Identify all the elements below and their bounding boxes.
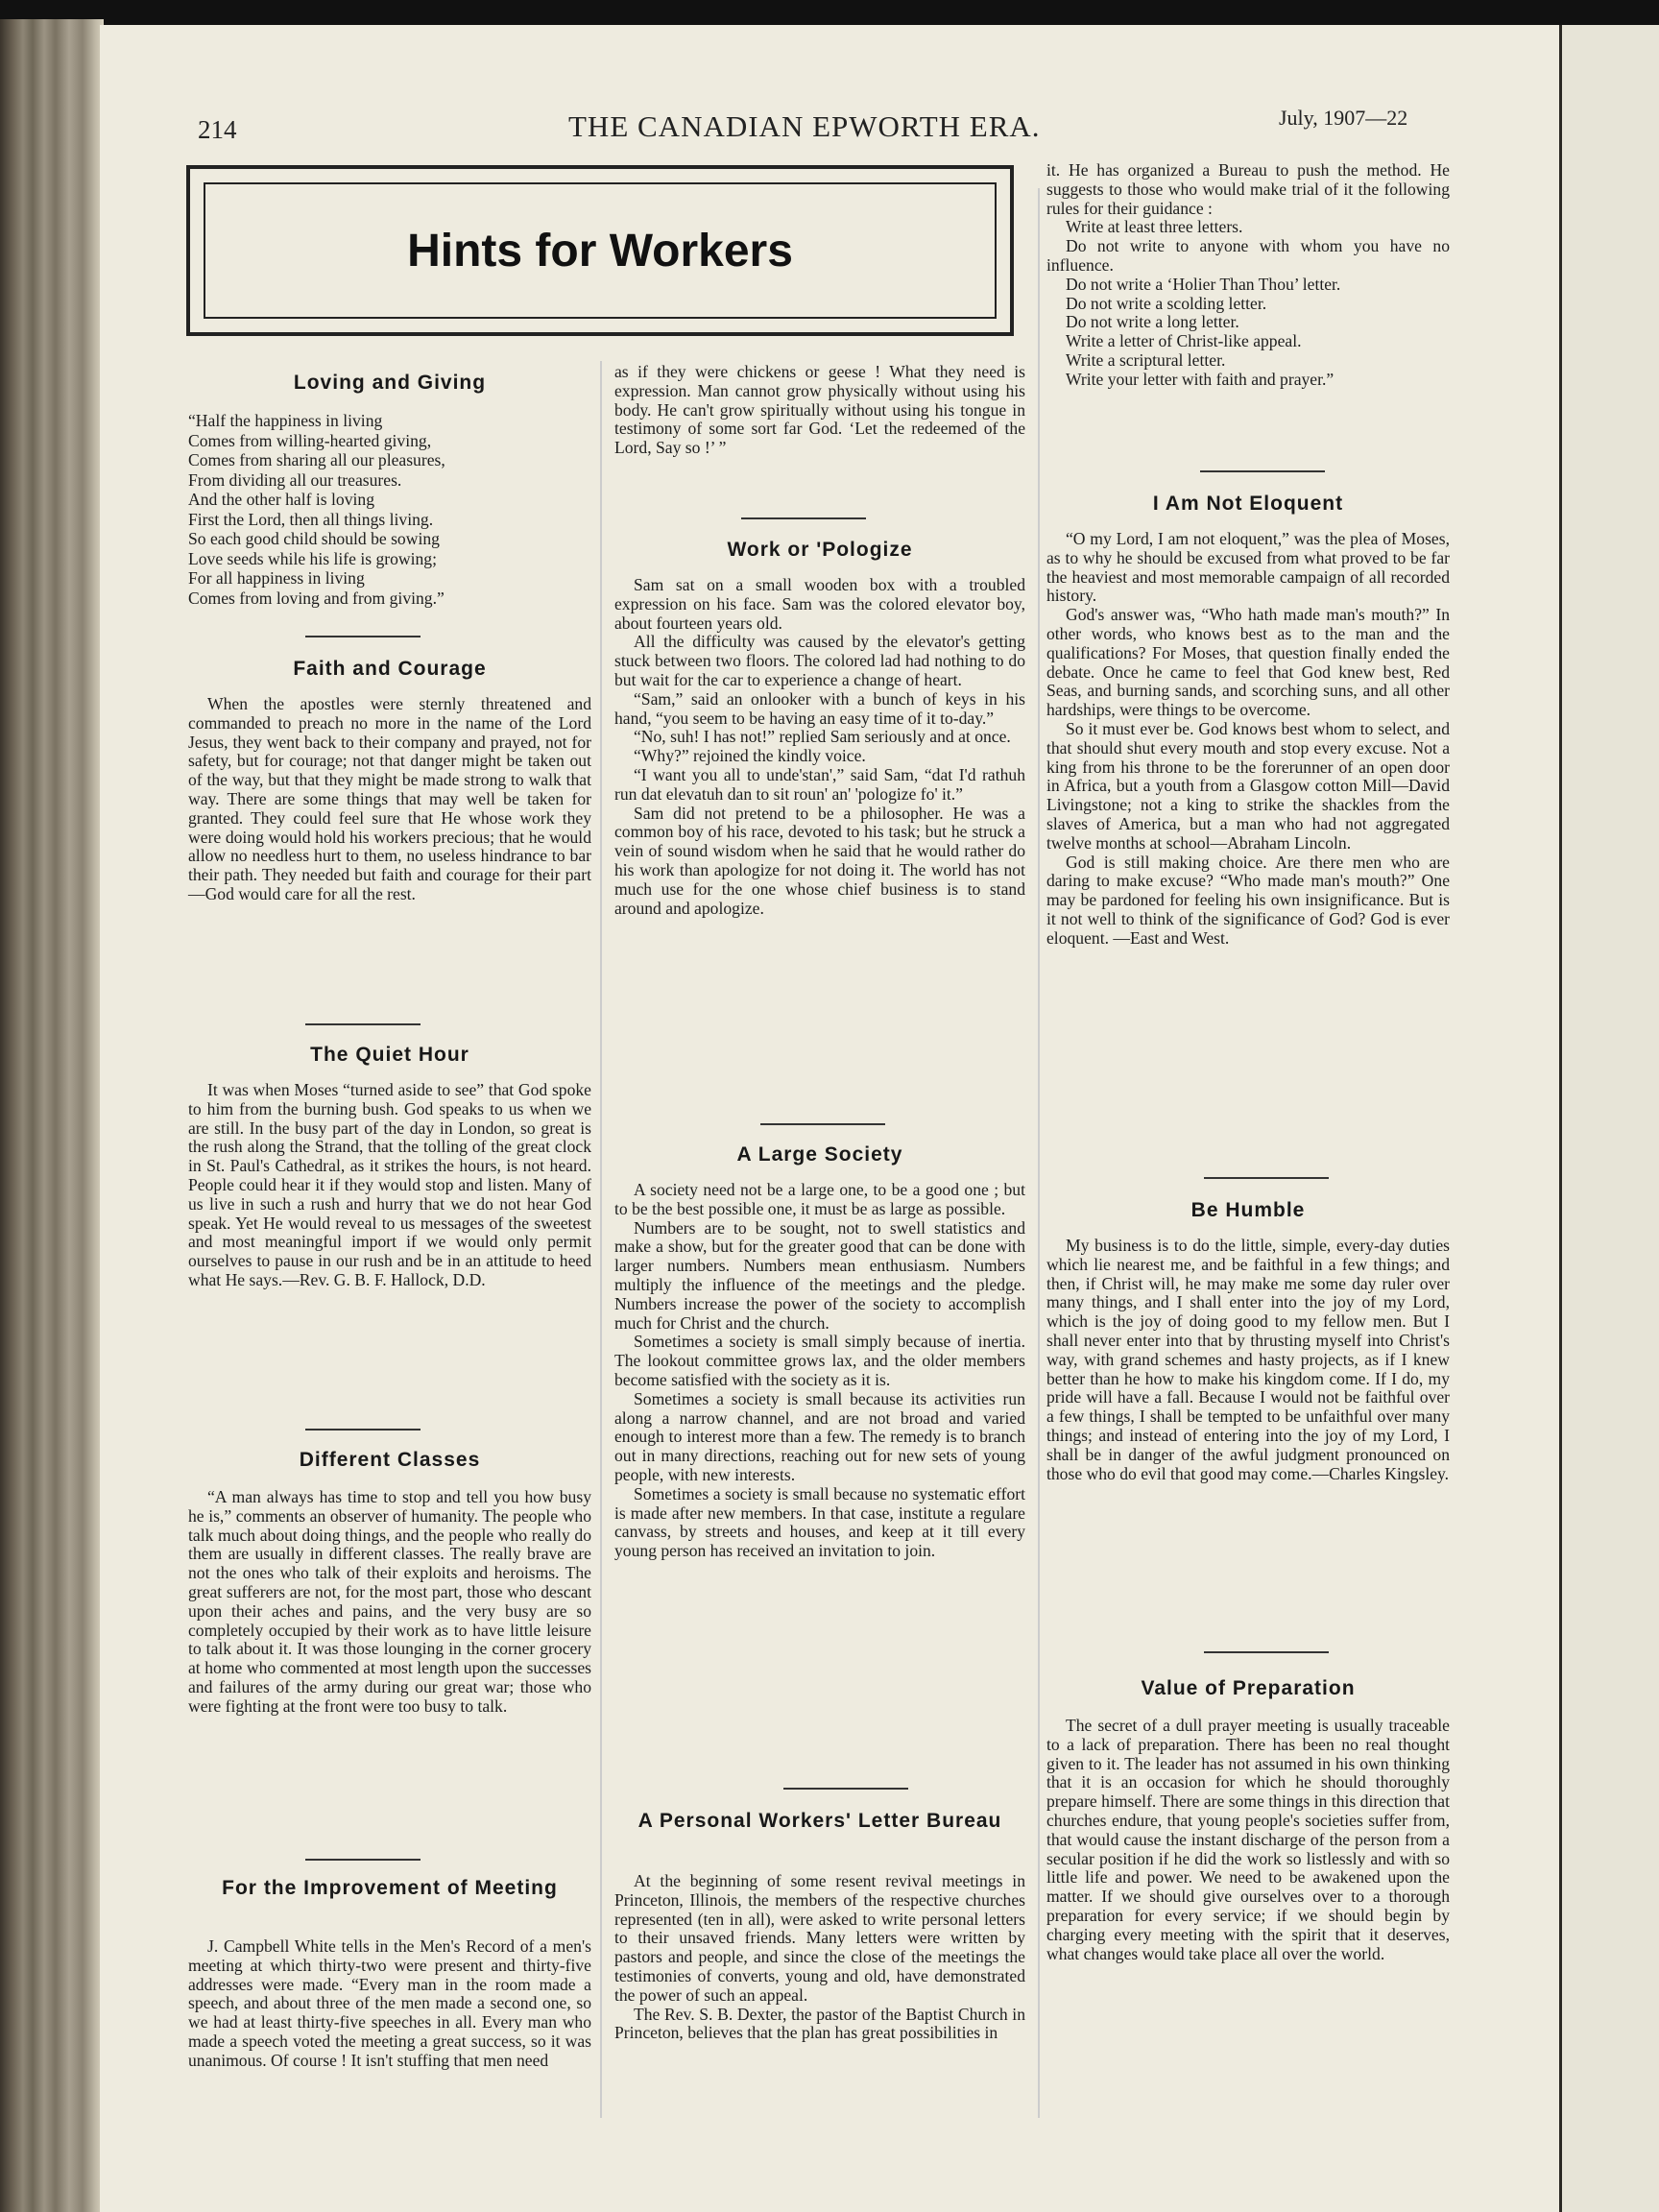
paragraph: Sam sat on a small wooden box with a troubled expression on his face. Sam was the colored elevator boy, about fourteen years old. xyxy=(614,575,1025,633)
paragraph: All the difficulty was caused by the elevator's getting stuck between two floors. The colored lad had nothing to do but wait for the car to experience a change of heart. xyxy=(614,632,1025,689)
rule-item: Do not write a ‘Holier Than Thou’ letter. xyxy=(1066,274,1341,294)
article-value-of-preparation xyxy=(1046,1717,1450,1963)
section-divider xyxy=(760,1123,885,1125)
paragraph: When the apostles were sternly threatened and commanded to preach no more in the name of the Lord Jesus, they went back to their company and prayed, not for safety, but for courage; not that danger might be taken out of the way, but that they might be made strong to walk that way. There are some things that may well be taken for granted. They could feel sure that He whose work they were doing would hold his workers precious; that he would allow no needless hurt to them, no useless hindrance to bar their path. They needed but faith and courage for their part—God would care for all the rest. xyxy=(188,694,591,903)
section-banner-inner xyxy=(204,182,997,319)
paragraph: Sometimes a society is small because no systematic effort is made after new members. In that case, institute a regulare canvass, by streets and houses, and keep at it till every young person has received an invitation to join. xyxy=(614,1483,1025,1561)
poem-line: Comes from willing-hearted giving, xyxy=(188,430,432,450)
paragraph: “Why?” rejoined the kindly voice. xyxy=(634,746,866,766)
paragraph: it. He has organized a Bureau to push the method. He suggests to those who would make trial of it the following rules for their guidance : xyxy=(1046,160,1450,218)
poem-line: From dividing all our treasures. xyxy=(188,469,402,490)
section-title: Hints for Workers xyxy=(407,225,793,276)
paragraph: “Sam,” said an onlooker with a bunch of keys in his hand, “you seem to be having an easy time of it to-day.” xyxy=(614,688,1025,728)
article-faith-and-courage xyxy=(188,695,591,904)
section-divider xyxy=(1204,1177,1329,1179)
section-divider xyxy=(1200,470,1325,472)
article-work-or-pologize xyxy=(614,576,1025,918)
paragraph: A society need not be a large one, to be a good one ; but to be the best possible one, it must be as large as possible. xyxy=(614,1180,1025,1218)
heading-the-quiet-hour: The Quiet Hour xyxy=(310,1044,469,1066)
paragraph: “No, suh! I has not!” replied Sam seriously and at once. xyxy=(634,727,1011,747)
rule-item: Do not write to anyone with whom you have no influence. xyxy=(1046,236,1450,275)
book-page-edges xyxy=(0,19,104,2212)
paragraph: as if they were chickens or geese ! What they need is expression. Man cannot grow physically without using his body. He can't grow spiritually without using his tongue in testimony of some sort far God. ‘Let the redeemed of the Lord, Say so !’ ” xyxy=(614,362,1025,458)
section-divider xyxy=(783,1788,908,1790)
article-i-am-not-eloquent xyxy=(1046,530,1450,949)
paragraph: Sam did not pretend to be a philosopher. He was a common boy of his race, devoted to his task; but he struck a vein of sound wisdom when he said that he would rather do his work than apologize for not doing it. The world has not much use for the one whose chief business is to stand around and apologize. xyxy=(614,803,1025,918)
paragraph: Sometimes a society is small because its activities run along a narrow channel, and are not broad and varied enough to interest more than a few. The remedy is to branch out in many directions, reaching out for new sets of young people, with new interests. xyxy=(614,1388,1025,1484)
paragraph: The secret of a dull prayer meeting is usually traceable to a lack of preparation. There has been no real thought given to it. The leader has not assumed in his own thinking that it is an occasion for which he should thoroughly prepare himself. There are some things in this direction that churches endure, that young people's societies suffer from, that would cause the instant discharge of the person from a secular position if he did the work so listlessly and with so little life and power. We need to be awakened upon the matter. If we should give ourselves over to a thorough preparation for every service; if we should begin by charging every meeting with the spirit that it deserves, what changes would take place all over the world. xyxy=(1046,1716,1450,1963)
article-be-humble xyxy=(1046,1237,1450,1483)
poem-line: And the other half is loving xyxy=(188,490,374,509)
rule-item: Do not write a long letter. xyxy=(1066,312,1239,332)
section-divider xyxy=(1204,1651,1329,1653)
poem-line: Love seeds while his life is growing; xyxy=(188,548,437,568)
heading-loving-and-giving: Loving and Giving xyxy=(293,372,487,394)
publication-title: THE CANADIAN EPWORTH ERA. xyxy=(568,109,1041,143)
article-a-large-society xyxy=(614,1181,1025,1561)
paragraph: At the beginning of some resent revival meetings in Princeton, Illinois, the members of the respective churches represented (ten in all), were asked to write personal letters to their unsaved friends. Many letters were written by pastors and people, and since the close of the meetings the testimonies of converts, young and old, have demonstrated the power of such an appeal. xyxy=(614,1871,1025,2005)
paragraph: It was when Moses “turned aside to see” that God spoke to him from the burning bush. God speaks to us when we are still. In the busy part of the day in London, so great is the rush along the Strand, that the tolling of the great clock in St. Paul's Cathedral, as it strikes the hours, is not heard. People could hear it if they would stop and listen. Many of us live in such a rush and hurry that we do not hear God speak. Yet He would reveal to us messages of the sweetest and most meaningful import if we would only permit ourselves to pause in our rush and be in an attitude to heed what He says.—Rev. G. B. F. Hallock, D.D. xyxy=(188,1080,591,1289)
heading-letter-bureau: A Personal Workers' Letter Bureau xyxy=(637,1810,1002,1832)
section-divider xyxy=(305,1429,421,1431)
heading-be-humble: Be Humble xyxy=(1190,1199,1306,1221)
section-divider xyxy=(305,1023,421,1025)
poem-line: So each good child should be sowing xyxy=(188,529,440,548)
continued-text-col3 xyxy=(1046,161,1450,390)
heading-i-am-not-eloquent: I Am Not Eloquent xyxy=(1152,493,1344,515)
poem-line: “Half the happiness in living xyxy=(188,411,383,430)
issue-date: July, 1907—22 xyxy=(1279,106,1408,130)
poem-line: First the Lord, then all things living. xyxy=(188,509,434,529)
heading-a-large-society: A Large Society xyxy=(736,1143,903,1166)
paragraph: “I want you all to unde'stan',” said Sam, “dat I'd rathuh run dat elevatuh dan to sit roun' an' 'pologize fo' it.” xyxy=(614,764,1025,804)
section-divider xyxy=(305,1859,421,1861)
poem-line: Comes from loving and from giving.” xyxy=(188,588,445,608)
section-divider xyxy=(305,636,421,637)
heading-value-of-preparation: Value of Preparation xyxy=(1141,1677,1356,1699)
paragraph: The Rev. S. B. Dexter, the pastor of the Baptist Church in Princeton, believes that the plan has great possibilities in xyxy=(614,2004,1025,2043)
heading-improvement-of-meeting: For the Improvement of Meeting xyxy=(222,1877,558,1899)
article-the-quiet-hour xyxy=(188,1081,591,1290)
poem-line: For all happiness in living xyxy=(188,568,365,588)
rule-item: Write a scriptural letter. xyxy=(1066,349,1226,370)
paragraph: Sometimes a society is small simply because of inertia. The lookout committee grows lax, and the older members become satisfied with the society as it is. xyxy=(614,1332,1025,1389)
paragraph: “A man always has time to stop and tell you how busy he is,” comments an observer of humanity. The people who talk much about doing things, and the people who really do them are usually in different classes. The really brave are not the ones who talk of their exploits and heroisms. The great sufferers are not, for the most part, those who descant upon their aches and pains, and the very busy are so completely occupied by their work as to have little leisure to talk about it. It was those lounging in the corner grocery at home who commented at most length upon the successes and failures of the army during our great war; those who were fighting at the front were too busy to talk. xyxy=(188,1487,591,1716)
poem-loving-and-giving xyxy=(188,411,591,608)
article-improvement-of-meeting xyxy=(188,1937,591,2071)
paragraph: J. Campbell White tells in the Men's Record of a men's meeting at which thirty-two were present and thirty-five addresses were made. “Every man in the room made a speech, and about three of the men made a second one, so we had at least thirty-five speeches in all. Every man who made a speech voted the meeting a great success, so it was unanimous. Of course ! It isn't stuffing that men need xyxy=(188,1936,591,2070)
paragraph: My business is to do the little, simple, every-day duties which lie nearest me, and be faithful in a few things; and then, if Christ will, he may make me some day ruler over many things, and I shall enter into the joy of my Lord, which is the joy of doing good to my fellow men. But I shall never enter into that by thrusting myself into Christ's way, with grand schemes and hasty projects, as if I knew better than he how to make his kingdom come. If I do, my pride will have a fall. Because I would not be faithful over a few things, I shall be tempted to be unfaithful over many things; and instead of entering into the joy of my Lord, I shall be in danger of the awful judgment pronounced on those who do evil that good may come.—Charles Kingsley. xyxy=(1046,1236,1450,1483)
adjacent-page xyxy=(1559,25,1659,2212)
paragraph: God's answer was, “Who hath made man's mouth?” In other words, who knows best as to the man and the qualifications? For Moses, that question finally ended the debate. Once he came to feel that God knew best, Red Seas, and burning sands, and scorching suns, and all other hardships, were things to be overcome. xyxy=(1046,605,1450,720)
section-divider xyxy=(741,517,866,519)
heading-faith-and-courage: Faith and Courage xyxy=(293,658,487,680)
scan-top-border xyxy=(0,0,1659,27)
heading-different-classes: Different Classes xyxy=(299,1449,481,1471)
article-different-classes xyxy=(188,1488,591,1717)
article-letter-bureau xyxy=(614,1872,1025,2043)
continued-text-col2 xyxy=(614,363,1025,458)
rule-item: Write your letter with faith and prayer.” xyxy=(1066,369,1334,389)
paragraph: Numbers are to be sought, not to swell statistics and make a show, but for the greater good that can be done with larger numbers. Numbers mean enthusiasm. Numbers multiply the influence of the meetings and the pledge. Numbers increase the power of the society to accomplish much for Christ and the church. xyxy=(614,1217,1025,1333)
paragraph: So it must ever be. God knows best whom to select, and that should shut every mouth and stop every excuse. Not a king from his throne to be the forerunner of an open door in Africa, but a youth from a Glasgow cotton Mill—David Livingstone; not a king to strike the shackles from the slaves of America, but a man who had not aggregated twelve months at school—Abraham Lincoln. xyxy=(1046,718,1450,853)
column-divider-2 xyxy=(1038,188,1040,2118)
paragraph: “O my Lord, I am not eloquent,” was the plea of Moses, as to why he should be excused from what proved to be far the heaviest and most memorable campaign of all recorded history. xyxy=(1046,529,1450,606)
rule-item: Do not write a scolding letter. xyxy=(1066,293,1267,313)
rule-item: Write at least three letters. xyxy=(1066,217,1243,237)
section-banner xyxy=(186,165,1014,336)
page-number: 214 xyxy=(198,115,237,144)
paragraph: God is still making choice. Are there men who are daring to make excuse? “Who made man's mouth?” One may be pardoned for feeling his own insignificance. But is it not well to think of the significance of God? God is ever eloquent. —East and West. xyxy=(1046,852,1450,948)
poem-line: Comes from sharing all our pleasures, xyxy=(188,450,445,469)
rule-item: Write a letter of Christ-like appeal. xyxy=(1066,331,1302,351)
heading-work-or-pologize: Work or 'Pologize xyxy=(727,539,913,561)
column-divider-1 xyxy=(600,361,602,2118)
magazine-page xyxy=(100,25,1559,2212)
